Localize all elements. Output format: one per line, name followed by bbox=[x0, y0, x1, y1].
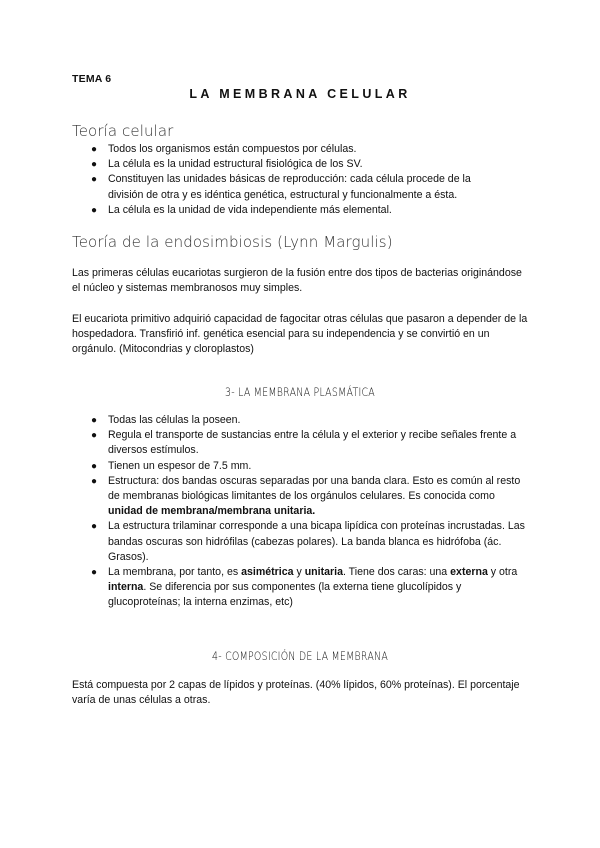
heading-teoria-celular: Teoría celular bbox=[72, 122, 174, 140]
topic-label: TEMA 6 bbox=[72, 73, 112, 85]
list-item: ● La membrana, por tanto, es asimétrica y unitaria. Tiene dos caras: una externa y otra interna. Se diferencia por sus componentes (la externa tiene glucolípidos y glucoproteínas; la interna enzimas, etc) bbox=[91, 566, 518, 609]
list-item: ● La célula es la unidad de vida independiente más elemental. bbox=[91, 203, 392, 216]
list-item: ● Estructura: dos bandas oscuras separadas por una banda clara. Esto es común al resto de membranas biológicas limitantes de los orgánulos celulares. Es conocida como unidad de membrana/membrana unitaria. bbox=[91, 474, 521, 518]
list-item: ● Todas las células la poseen. bbox=[91, 414, 241, 426]
list-item: ● La estructura trilaminar corresponde a una bicapa lipídica con proteínas incrustadas. Las bandas oscuras son hidrófilas (cabezas polares). La banda blanca es hidrófoba (ác. Grasos). bbox=[91, 520, 525, 563]
endosimbiosis-paragraph-2: El eucariota primitivo adquirió capacidad de fagocitar otras células que pasaron a depender de la hospedadora. Transfirió inf. genética esencial para su independencia y se convirtió en un orgánulo. (Mitocondrias y cloroplastos) bbox=[72, 313, 528, 356]
list-item: ● Constituyen las unidades básicas de reproducción: cada célula procede de la división de otra y es idéntica genética, estructural y funcionalmente a ésta. bbox=[91, 173, 471, 201]
heading-composicion: 4- COMPOSICIÓN DE LA MEMBRANA bbox=[211, 649, 389, 663]
composicion-paragraph: Está compuesta por 2 capas de lípidos y proteínas. (40% lípidos, 60% proteínas). El porcentaje varía de unas células a otras. bbox=[72, 679, 520, 707]
list-item: ● La célula es la unidad estructural fisiológica de los SV. bbox=[91, 158, 363, 171]
heading-membrana-plasmatica: 3- LA MEMBRANA PLASMÁTICA bbox=[224, 385, 376, 399]
document-title: LA MEMBRANA CELULAR bbox=[189, 87, 411, 101]
list-item: ● Tienen un espesor de 7.5 mm. bbox=[91, 459, 252, 472]
teoria-celular-list bbox=[91, 142, 508, 218]
membrana-plasmatica-list bbox=[91, 413, 530, 611]
heading-endosimbiosis: Teoría de la endosimbiosis (Lynn Margulis) bbox=[72, 233, 393, 251]
list-item: ● Todos los organismos están compuestos por células. bbox=[91, 143, 357, 155]
endosimbiosis-paragraph-1: Las primeras células eucariotas surgieron de la fusión entre dos tipos de bacterias originándose el núcleo y sistemas membranosos muy simples. bbox=[72, 267, 522, 295]
list-item: ● Regula el transporte de sustancias entre la célula y el exterior y recibe señales frente a diversos estímulos. bbox=[91, 429, 517, 457]
